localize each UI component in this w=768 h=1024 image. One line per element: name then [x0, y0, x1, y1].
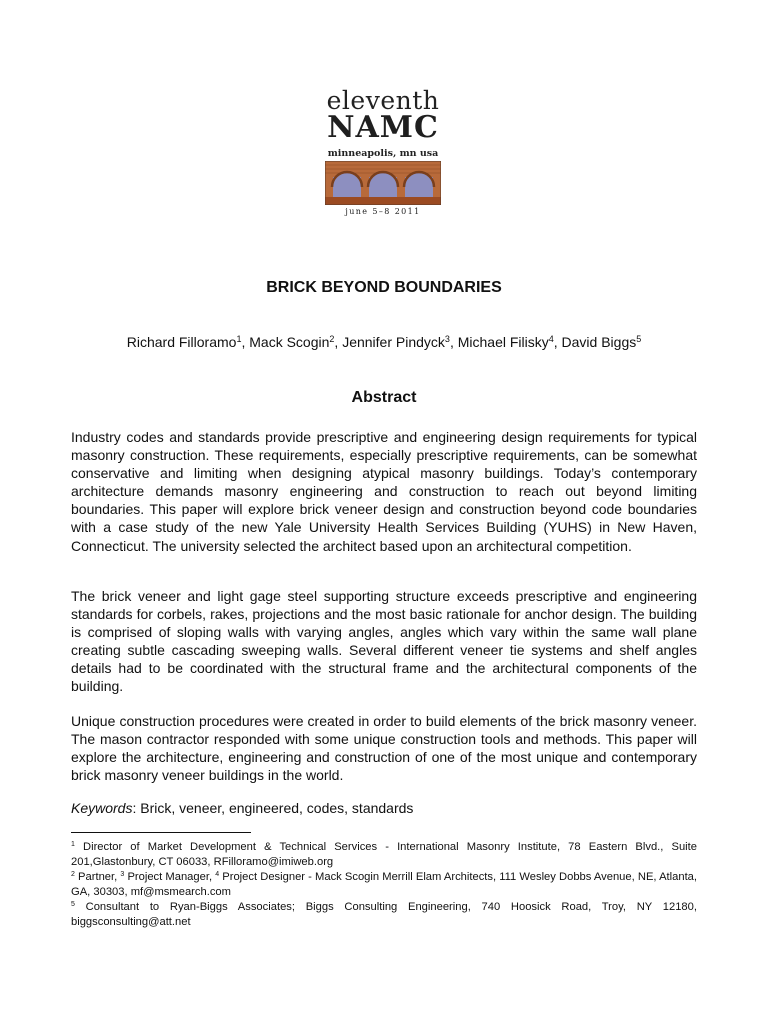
- conference-logo: [322, 86, 444, 216]
- keywords-line: [71, 800, 697, 816]
- author-name: Mack Scogin: [249, 334, 330, 350]
- author-separator: ,: [334, 334, 343, 350]
- footnote-text: Project Manager,: [124, 871, 216, 883]
- abstract-paragraph: The brick veneer and light gage steel supporting structure exceeds prescriptive and engineering standards for corbels, rakes, projections and the most basic rationale for anchor design. The building is comprised of sloping walls with varying angles, angles which vary within the same wall plane creating subtle cascading sweeping walls. Several different veneer tie systems and shelf angles details had to be coordinated with the structural frame and the architectural components of the building.: [71, 588, 697, 695]
- author-name: David Biggs: [561, 334, 637, 350]
- footnote-2: [71, 870, 697, 900]
- author-name: Richard Filloramo: [126, 334, 237, 350]
- author-name: Jennifer Pindyck: [342, 334, 445, 350]
- logo-line-location: minneapolis, mn usa: [327, 148, 439, 159]
- author-separator: ,: [241, 334, 250, 350]
- abstract-paragraph: Industry codes and standards provide prescriptive and engineering design requirements for typical masonry construction. These requirements, especially prescriptive requirements, can be somewhat conservative and limiting when designing atypical masonry buildings. Today’s contemporary architecture demands masonry engineering and construction to reach out beyond limiting boundaries. This paper will explore brick veneer design and construction beyond code boundaries with a case study of the new Yale University Health Services Building (YUHS) in New Haven, Connecticut. The university selected the architect based upon an architectural competition.: [71, 429, 697, 554]
- paper-title: BRICK BEYOND BOUNDARIES: [266, 279, 502, 296]
- logo-line-eleventh: eleventh: [326, 86, 440, 115]
- keywords-label: Keywords: [71, 800, 133, 816]
- footnote-text: Partner,: [74, 871, 121, 883]
- abstract-paragraph: Unique construction procedures were created in order to build elements of the brick masonry veneer. The mason contractor responded with some unique construction tools and methods. This paper will explore the architecture, engineering and construction of one of the most unique and contemporary brick masonry veneer buildings in the world.: [71, 713, 697, 784]
- keywords-list: : Brick, veneer, engineered, codes, standards: [132, 800, 414, 816]
- author-separator: ,: [449, 334, 458, 350]
- author-list: [0, 334, 768, 350]
- brick-arches-icon: [325, 161, 441, 205]
- footnote-mark: 1: [71, 841, 75, 848]
- author-affiliation-mark: 1: [236, 334, 242, 344]
- footnote-text: Consultant to Ryan-Biggs Associates; Biggs Consulting Engineering, 740 Hoosick Road, Troy, NY 12180, biggsconsulting@att.net: [71, 901, 697, 929]
- footnote-mark: 4: [215, 871, 220, 878]
- author-affiliation-mark: 2: [329, 334, 335, 344]
- author-separator: ,: [553, 334, 562, 350]
- footnote-divider: [71, 832, 251, 833]
- footnote-text: Project Designer - Mack Scogin Merrill Elam Architects, 111 Wesley Dobbs Avenue, NE, Atlanta, GA, 30303, mf@msmearch.com: [71, 871, 698, 899]
- author-affiliation-mark: 4: [548, 334, 554, 344]
- author-affiliation-mark: 3: [444, 334, 450, 344]
- footnote-mark: 2: [71, 871, 75, 878]
- abstract-heading: Abstract: [351, 389, 417, 406]
- footnote-1: [71, 840, 697, 870]
- footnote-mark: 5: [71, 901, 75, 908]
- logo-dates: june 5–8 2011: [345, 207, 421, 216]
- footnote-mark: 3: [120, 871, 125, 878]
- footnote-3: [71, 900, 697, 930]
- logo-line-namc: NAMC: [327, 110, 439, 145]
- footnote-text: Director of Market Development & Technical Services - International Masonry Institute, 78 Eastern Blvd., Suite 201,Glastonbury, CT 06033, RFilloramo@imiweb.org: [71, 841, 697, 869]
- author-affiliation-mark: 5: [636, 334, 642, 344]
- author-name: Michael Filisky: [457, 334, 549, 350]
